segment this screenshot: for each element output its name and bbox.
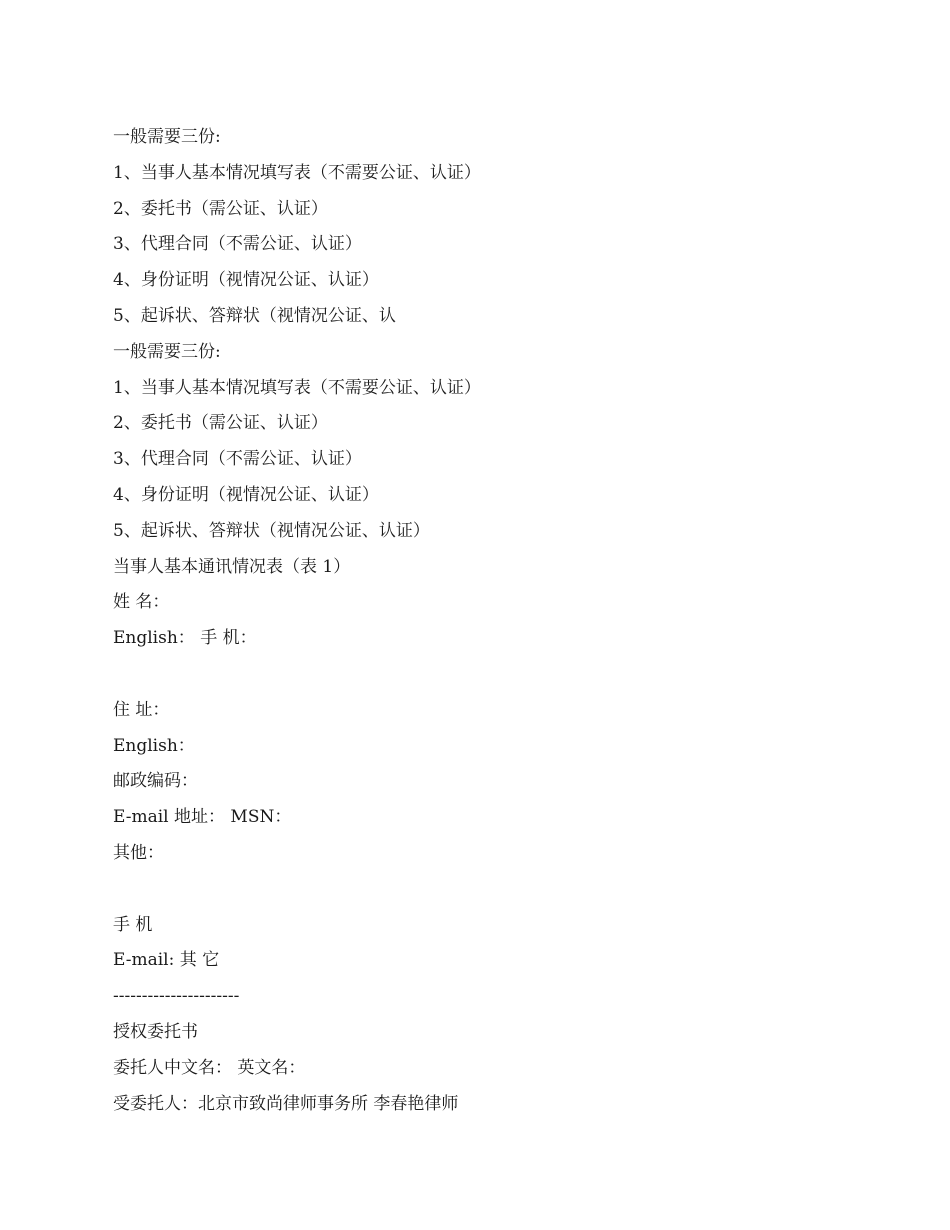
email-msn-field-label: E-mail 地址： MSN： bbox=[113, 807, 292, 828]
list-item: 4、身份证明（视情况公证、认证） bbox=[113, 484, 379, 505]
section-heading: 一般需要三份: bbox=[113, 127, 221, 147]
section-heading: 授权委托书 bbox=[113, 1021, 198, 1042]
document-body bbox=[113, 120, 873, 1122]
divider-line: ---------------------- bbox=[113, 986, 240, 1007]
list-item: 1、当事人基本情况填写表（不需要公证、认证） bbox=[113, 377, 481, 398]
address-field-label: 住 址： bbox=[113, 699, 170, 720]
list-item: 5、起诉状、答辩状（视情况公证、认证） bbox=[113, 520, 430, 541]
blank-line bbox=[113, 657, 873, 693]
agent-label: 受委托人：北京市致尚律师事务所 李春艳律师 bbox=[113, 1093, 459, 1114]
name-field-label: 姓 名： bbox=[113, 592, 170, 613]
list-item: 1、当事人基本情况填写表（不需要公证、认证） bbox=[113, 162, 481, 183]
english-phone-field-label: English： 手 机： bbox=[113, 628, 257, 649]
list-item: 3、代理合同（不需公证、认证） bbox=[113, 449, 362, 470]
phone-label: 手 机 bbox=[113, 914, 153, 935]
english-field-label: English： bbox=[113, 735, 195, 756]
form-title: 当事人基本通讯情况表（表 1） bbox=[113, 556, 351, 577]
list-item: 2、委托书（需公证、认证） bbox=[113, 198, 328, 219]
postal-code-field-label: 邮政编码： bbox=[113, 771, 198, 792]
list-item: 5、起诉状、答辩状（视情况公证、认 bbox=[113, 305, 396, 326]
list-item: 4、身份证明（视情况公证、认证） bbox=[113, 270, 379, 291]
list-item: 2、委托书（需公证、认证） bbox=[113, 413, 328, 434]
section-heading: 一般需要三份: bbox=[113, 341, 221, 362]
blank-line bbox=[113, 872, 873, 908]
email-other-label: E-mail: 其 它 bbox=[113, 950, 220, 971]
other-field-label: 其他： bbox=[113, 842, 164, 863]
list-item: 3、代理合同（不需公证、认证） bbox=[113, 234, 362, 255]
principal-name-label: 委托人中文名： 英文名： bbox=[113, 1057, 306, 1078]
